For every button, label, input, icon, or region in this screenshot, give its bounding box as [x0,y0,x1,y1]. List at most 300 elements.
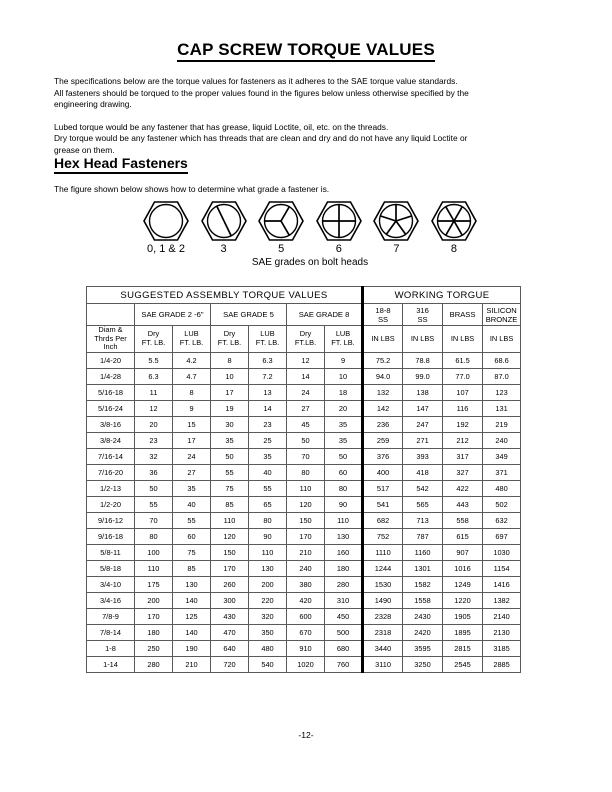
cell-silicon: 632 [483,512,521,528]
cell-brass: 615 [443,528,483,544]
table-row [87,608,521,624]
cell-ss316: 393 [403,448,443,464]
section-heading [54,155,188,171]
cell-g5-dry: 470 [211,624,249,640]
group-header-working: WORKING TORGUE [363,287,521,304]
cell-g5-dry: 50 [211,448,249,464]
cell-brass: 317 [443,448,483,464]
group-header-assembly: SUGGESTED ASSEMBLY TORQUE VALUES [87,287,363,304]
hexagon-icon-grade-5 [258,200,304,242]
cell-silicon: 1416 [483,576,521,592]
unit-header-g5-dry [211,326,249,353]
cell-ss188: 752 [363,528,403,544]
cell-g2-dry: 280 [135,656,173,672]
bolt-label-grade-5: 5 [278,243,285,255]
unit-header-g2-dry-line2: FT. LB. [141,337,166,347]
cell-ss316: 147 [403,400,443,416]
table-row [87,576,521,592]
cell-brass: 77.0 [443,368,483,384]
cell-g5-dry: 85 [211,496,249,512]
table-row [87,528,521,544]
cell-silicon: 131 [483,400,521,416]
cell-ss316: 271 [403,432,443,448]
table-row [87,544,521,560]
cell-silicon: 502 [483,496,521,512]
sub-header-316-line1: 316 [416,305,429,315]
cell-diam: 1-14 [87,656,135,672]
cell-brass: 1220 [443,592,483,608]
cell-g2-lub: 60 [173,528,211,544]
cell-diam: 3/4-16 [87,592,135,608]
cell-g8-dry: 170 [287,528,325,544]
cell-g5-dry: 120 [211,528,249,544]
unit-header-g8-dry-line1: Dry [299,329,312,339]
cell-g5-dry: 75 [211,480,249,496]
cell-silicon: 1154 [483,560,521,576]
cell-ss188: 1530 [363,576,403,592]
sub-header-grade-2-6: SAE GRADE 2 -6" [135,304,211,326]
table-row [87,560,521,576]
cell-ss188: 1490 [363,592,403,608]
hexagon-icon-grade-0-1-2 [143,200,189,242]
table-row [87,384,521,400]
cell-g2-lub: 125 [173,608,211,624]
table-row [87,448,521,464]
cell-g8-lub: 35 [325,432,363,448]
table-row [87,640,521,656]
cell-ss188: 517 [363,480,403,496]
hexagon-icon-grade-8 [431,200,477,242]
cell-silicon: 240 [483,432,521,448]
sub-header-silicon-bronze [483,304,521,326]
cell-g8-dry: 45 [287,416,325,432]
cell-ss316: 787 [403,528,443,544]
cell-g5-lub: 110 [249,544,287,560]
cell-ss316: 3250 [403,656,443,672]
cell-ss316: 418 [403,464,443,480]
cell-g2-lub: 4.7 [173,368,211,384]
unit-header-g5-lub [249,326,287,353]
cell-ss316: 138 [403,384,443,400]
cell-g8-lub: 50 [325,448,363,464]
page-title-text: CAP SCREW TORQUE VALUES [177,40,435,62]
cell-g8-dry: 150 [287,512,325,528]
sub-header-brass: BRASS [443,304,483,326]
cell-g5-dry: 720 [211,656,249,672]
cell-g5-dry: 17 [211,384,249,400]
page-number: -12- [298,730,314,740]
cell-diam: 7/8-9 [87,608,135,624]
cell-g5-dry: 170 [211,560,249,576]
cell-silicon: 697 [483,528,521,544]
cell-brass: 192 [443,416,483,432]
cell-g2-lub: 140 [173,592,211,608]
cell-g2-lub: 85 [173,560,211,576]
cell-g2-lub: 55 [173,512,211,528]
cell-g2-lub: 75 [173,544,211,560]
cell-g8-lub: 9 [325,352,363,368]
cell-g8-lub: 450 [325,608,363,624]
cell-g8-dry: 910 [287,640,325,656]
cell-g8-lub: 35 [325,416,363,432]
sub-header-row [87,304,521,326]
cell-g8-dry: 110 [287,480,325,496]
cell-g5-dry: 10 [211,368,249,384]
table-row [87,352,521,368]
cell-g5-lub: 80 [249,512,287,528]
cell-g5-dry: 640 [211,640,249,656]
cell-g5-lub: 6.3 [249,352,287,368]
cell-g2-dry: 200 [135,592,173,608]
cell-brass: 558 [443,512,483,528]
cell-g8-lub: 90 [325,496,363,512]
table-row [87,432,521,448]
cell-g8-lub: 280 [325,576,363,592]
cell-g2-lub: 35 [173,480,211,496]
unit-header-g5-dry-line1: Dry [223,329,236,339]
hexagon-icon-grade-3 [201,200,247,242]
cell-ss188: 75.2 [363,352,403,368]
cell-g8-dry: 120 [287,496,325,512]
cell-g8-lub: 310 [325,592,363,608]
cell-g5-lub: 23 [249,416,287,432]
cell-g8-lub: 10 [325,368,363,384]
unit-header-g5-lub-line1: LUB [260,329,275,339]
cell-ss316: 1582 [403,576,443,592]
cell-g2-dry: 250 [135,640,173,656]
cell-g5-dry: 30 [211,416,249,432]
cell-diam: 9/16-18 [87,528,135,544]
cell-ss316: 1160 [403,544,443,560]
cell-diam: 7/8-14 [87,624,135,640]
hexagon-icon-grade-6 [316,200,362,242]
cell-ss188: 236 [363,416,403,432]
unit-header-g2-dry [135,326,173,353]
bolt-head-grade-0-1-2 [140,200,192,255]
hexagon-icon-grade-7 [373,200,419,242]
cell-g2-dry: 36 [135,464,173,480]
cell-ss316: 713 [403,512,443,528]
cell-g2-dry: 50 [135,480,173,496]
unit-header-g2-lub-line1: LUB [184,329,199,339]
bolt-head-row [140,200,480,255]
cell-diam: 7/16-14 [87,448,135,464]
cell-brass: 422 [443,480,483,496]
cell-g5-dry: 430 [211,608,249,624]
cell-g5-lub: 40 [249,464,287,480]
cell-diam: 5/16-24 [87,400,135,416]
cell-g2-lub: 24 [173,448,211,464]
bolt-label-grade-8: 8 [450,243,458,255]
cell-brass: 1895 [443,624,483,640]
cell-g5-dry: 55 [211,464,249,480]
torque-table [86,286,521,673]
torque-table-container [86,286,520,673]
cell-g2-lub: 15 [173,416,211,432]
unit-header-g8-lub [325,326,363,353]
sub-header-316-ss [403,304,443,326]
sub-header-silicon-line2: BRONZE [485,314,518,324]
cell-g5-lub: 55 [249,480,287,496]
cell-silicon: 68.6 [483,352,521,368]
cell-g8-dry: 1020 [287,656,325,672]
intro-line-4: Lubed torque would be any fastener that has grease, liquid Loctite, oil, etc. on the threads. [54,121,389,132]
cell-g2-lub: 140 [173,624,211,640]
sub-header-grade-5: SAE GRADE 5 [211,304,287,326]
cell-g8-dry: 420 [287,592,325,608]
unit-header-diameter-line1: Diam & [98,325,123,334]
cell-diam: 5/8-11 [87,544,135,560]
cell-diam: 5/16-18 [87,384,135,400]
table-row [87,480,521,496]
cell-ss316: 2430 [403,608,443,624]
cell-g5-dry: 19 [211,400,249,416]
cell-diam: 1/2-20 [87,496,135,512]
table-row [87,368,521,384]
cell-brass: 327 [443,464,483,480]
unit-header-g2-lub-line2: FT. LB. [179,337,204,347]
cell-ss316: 247 [403,416,443,432]
cell-g2-lub: 27 [173,464,211,480]
cell-diam: 7/16-20 [87,464,135,480]
bolt-label-grade-7: 7 [393,243,400,255]
unit-header-g8-dry-line2: FT.LB. [294,337,317,347]
cell-brass: 116 [443,400,483,416]
bolt-label-grade-3: 3 [220,243,227,255]
cell-g8-dry: 670 [287,624,325,640]
torque-table-body [87,352,521,672]
cell-g8-lub: 18 [325,384,363,400]
cell-g2-dry: 32 [135,448,173,464]
cell-silicon: 87.0 [483,368,521,384]
cell-ss316: 99.0 [403,368,443,384]
figure-intro-text: The figure shown below shows how to determine what grade a fastener is. [54,184,330,194]
cell-g5-lub: 350 [249,624,287,640]
table-row [87,416,521,432]
sub-header-316-line2: SS [417,314,428,324]
unit-header-brass-units: IN LBS [443,326,483,353]
cell-g8-lub: 20 [325,400,363,416]
intro-line-5: Dry torque would be any fastener which has threads that are clean and dry and do not have any liquid Loctite or [54,133,468,144]
group-header-row [87,287,521,304]
cell-ss316: 78.8 [403,352,443,368]
cell-ss188: 94.0 [363,368,403,384]
figure-caption: SAE grades on bolt heads [251,257,369,268]
cell-g5-lub: 13 [249,384,287,400]
cell-silicon: 480 [483,480,521,496]
cell-silicon: 349 [483,448,521,464]
cell-g8-lub: 160 [325,544,363,560]
cell-g2-dry: 6.3 [135,368,173,384]
cell-g5-lub: 320 [249,608,287,624]
unit-header-g2-dry-line1: Dry [147,329,160,339]
cell-brass: 907 [443,544,483,560]
cell-brass: 1905 [443,608,483,624]
cell-g5-lub: 540 [249,656,287,672]
cell-diam: 3/8-24 [87,432,135,448]
cell-ss188: 376 [363,448,403,464]
cell-g2-dry: 100 [135,544,173,560]
table-row [87,400,521,416]
unit-header-row [87,326,521,353]
cell-g8-dry: 70 [287,448,325,464]
sub-header-18-8-ss [363,304,403,326]
cell-diam: 1/4-20 [87,352,135,368]
cell-brass: 2545 [443,656,483,672]
table-row [87,512,521,528]
cell-g5-dry: 8 [211,352,249,368]
unit-header-g5-dry-line2: FT. LB. [217,337,242,347]
cell-silicon: 2885 [483,656,521,672]
bolt-label-grade-0-1-2: 0, 1 & 2 [147,243,185,255]
intro-line-3: engineering drawing. [54,99,132,110]
cell-g2-lub: 210 [173,656,211,672]
cell-ss316: 2420 [403,624,443,640]
cell-g5-lub: 14 [249,400,287,416]
cell-g8-dry: 50 [287,432,325,448]
torque-table-head [87,287,521,353]
cell-diam: 5/8-18 [87,560,135,576]
cell-diam: 1/2-13 [87,480,135,496]
cell-g2-lub: 8 [173,384,211,400]
unit-header-316-units: IN LBS [403,326,443,353]
cell-g8-lub: 110 [325,512,363,528]
cell-g5-lub: 480 [249,640,287,656]
cell-g2-lub: 17 [173,432,211,448]
cell-g8-lub: 130 [325,528,363,544]
intro-line-6: grease on them. [54,144,115,155]
cell-brass: 2815 [443,640,483,656]
cell-g2-dry: 5.5 [135,352,173,368]
section-heading-text: Hex Head Fasteners [54,155,188,174]
sub-header-silicon-line1: SILICON [486,305,517,315]
cell-g5-lub: 7.2 [249,368,287,384]
cell-ss188: 3110 [363,656,403,672]
cell-diam: 9/16-12 [87,512,135,528]
cell-ss188: 1110 [363,544,403,560]
cell-ss188: 682 [363,512,403,528]
cell-g5-dry: 35 [211,432,249,448]
bolt-head-grade-7 [370,200,422,255]
unit-header-g2-lub [173,326,211,353]
cell-g5-dry: 260 [211,576,249,592]
cell-ss316: 1301 [403,560,443,576]
table-row [87,592,521,608]
cell-g8-dry: 380 [287,576,325,592]
sub-header-grade-8: SAE GRADE 8 [287,304,363,326]
unit-header-18-8-units: IN LBS [363,326,403,353]
cell-ss316: 542 [403,480,443,496]
cell-g8-dry: 12 [287,352,325,368]
cell-g8-dry: 24 [287,384,325,400]
cell-ss188: 541 [363,496,403,512]
table-row [87,464,521,480]
cell-g2-dry: 180 [135,624,173,640]
sub-header-18-8-line2: SS [377,314,389,324]
cell-g5-lub: 90 [249,528,287,544]
unit-header-g8-lub-line2: FT. LB. [331,337,355,347]
cell-ss188: 142 [363,400,403,416]
bolt-head-figure [140,200,480,255]
intro-line-1: The specifications below are the torque values for fasteners as it adheres to the SAE torque value standards. [54,76,458,86]
cell-ss188: 3440 [363,640,403,656]
cell-brass: 443 [443,496,483,512]
cell-g8-lub: 760 [325,656,363,672]
cell-brass: 1249 [443,576,483,592]
cell-silicon: 1030 [483,544,521,560]
cell-silicon: 123 [483,384,521,400]
cell-g2-lub: 130 [173,576,211,592]
cell-g5-lub: 200 [249,576,287,592]
cell-g8-dry: 210 [287,544,325,560]
unit-header-silicon-units: IN LBS [483,326,521,353]
cell-g2-lub: 190 [173,640,211,656]
sub-header-blank [87,304,135,326]
cell-g5-dry: 300 [211,592,249,608]
cell-g8-lub: 60 [325,464,363,480]
cell-silicon: 219 [483,416,521,432]
cell-brass: 212 [443,432,483,448]
cell-ss188: 400 [363,464,403,480]
cell-g8-lub: 180 [325,560,363,576]
cell-g8-dry: 240 [287,560,325,576]
paragraph-gap [54,111,562,122]
cell-silicon: 3185 [483,640,521,656]
cell-g2-dry: 80 [135,528,173,544]
bolt-head-grade-6 [313,200,365,255]
cell-brass: 1016 [443,560,483,576]
cell-ss188: 2318 [363,624,403,640]
table-row [87,656,521,672]
cell-g2-lub: 9 [173,400,211,416]
bolt-head-grade-5 [255,200,307,255]
cell-g8-dry: 14 [287,368,325,384]
cell-ss188: 1244 [363,560,403,576]
unit-header-g5-lub-line2: FT. LB. [255,337,280,347]
intro-paragraphs [54,76,562,157]
cell-g2-lub: 40 [173,496,211,512]
cell-ss188: 2328 [363,608,403,624]
cell-silicon: 2130 [483,624,521,640]
bolt-head-grade-8 [428,200,480,255]
bolt-label-grade-6: 6 [335,243,342,255]
unit-header-diameter-line2: Thrds Per [94,333,127,343]
cell-g8-lub: 80 [325,480,363,496]
cell-ss188: 132 [363,384,403,400]
cell-g2-dry: 170 [135,608,173,624]
cell-g5-lub: 25 [249,432,287,448]
cell-g2-dry: 23 [135,432,173,448]
bolt-head-grade-3 [198,200,250,255]
unit-header-g8-lub-line1: LUB [335,329,351,339]
cell-g8-dry: 27 [287,400,325,416]
unit-header-diameter-line3: Inch [103,342,118,352]
cell-g5-lub: 35 [249,448,287,464]
cell-g5-dry: 150 [211,544,249,560]
cell-silicon: 1382 [483,592,521,608]
cell-g2-dry: 12 [135,400,173,416]
cell-g8-dry: 80 [287,464,325,480]
cell-diam: 1/4-28 [87,368,135,384]
cell-g5-lub: 65 [249,496,287,512]
cell-g2-dry: 20 [135,416,173,432]
table-row [87,496,521,512]
table-row [87,624,521,640]
cell-ss316: 3595 [403,640,443,656]
cell-ss188: 259 [363,432,403,448]
page-title [0,40,612,60]
intro-line-2: All fasteners should be torqued to the proper values found in the figures below unless otherwise specified by the [54,87,469,98]
